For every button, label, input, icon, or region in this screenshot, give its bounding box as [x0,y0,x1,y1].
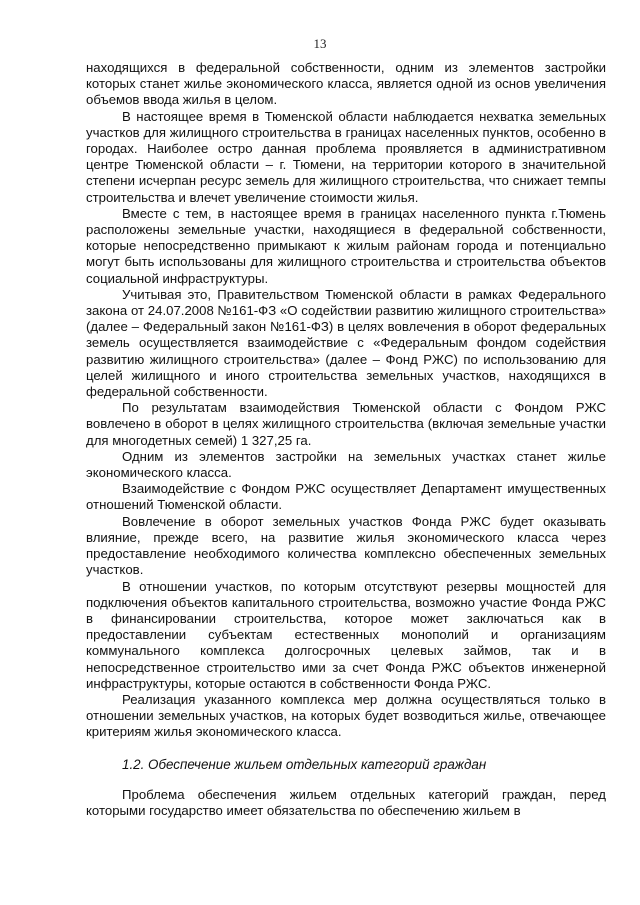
paragraph: В отношении участков, по которым отсутствуют резервы мощностей для подключения объектов капитального строительства, возможно участие Фонда РЖС в финансировании строительства, которое может заключаться как в предоставлении субъектам естественных монополий и организациям коммунального комплекса долгосрочных целевых займов, так и в непосредственное строительство ими за счет Фонда РЖС объектов инженерной инфраструктуры, которые остаются в собственности Фонда РЖС. [86,578,606,691]
paragraph: В настоящее время в Тюменской области наблюдается нехватка земельных участков для жилищного строительства в границах населенных пунктов, особенно в городах. Наиболее остро данная проблема проявляется в административном центре Тюменской области – г. Тюмени, на территории которого в значительной степени исчерпан ресурс земель для жилищного строительства, что снижает темпы строительства и влечет увеличение стоимости жилья. [86,108,606,205]
paragraph: Одним из элементов застройки на земельных участках станет жилье экономического класса. [86,448,606,481]
paragraph: Вовлечение в оборот земельных участков Фонда РЖС будет оказывать влияние, прежде всего, на развитие жилья экономического класса через предоставление необходимого количества комплексно обеспеченных земельных участков. [86,513,606,578]
paragraph: По результатам взаимодействия Тюменской области с Фондом РЖС вовлечено в оборот в целях жилищного строительства (включая земельные участки для многодетных семей) 1 327,25 га. [86,400,606,448]
spacer [86,773,606,787]
paragraph: Взаимодействие с Фондом РЖС осуществляет Департамент имущественных отношений Тюменской области. [86,481,606,513]
paragraph: Вместе с тем, в настоящее время в границах населенного пункта г.Тюмень расположены земельные участки, находящиеся в федеральной собственности, которые непосредственно примыкают к жилым районам города и потенциально могут быть использованы для жилищного строительства и строительства объектов социальной инфраструктуры. [86,205,606,286]
paragraph: Учитывая это, Правительством Тюменской области в рамках Федерального закона от 24.07.2008 №161-ФЗ «О содействии развитию жилищного строительства» (далее – Федеральный закон №161-ФЗ) в целях вовлечения в оборот федеральных земель осуществляется взаимодействие с «Федеральным фондом содействия развитию жилищного строительства» (далее – Фонд РЖС) по использованию для целей жилищного и иного строительства земельных участков, находящихся в федеральной собственности. [86,286,606,400]
paragraph-closing: Проблема обеспечения жильем отдельных категорий граждан, перед которыми государство имеет обязательства по обеспечению жильем в [86,786,606,818]
document-body [86,60,606,819]
section-heading: 1.2. Обеспечение жильем отдельных категорий граждан [122,756,487,772]
page-number: 13 [313,36,327,51]
paragraph: Реализация указанного комплекса мер должна осуществляться только в отношении земельных участков, на которых будет возводиться жилье, отвечающее критериям жилья экономического класса. [86,691,606,740]
paragraph-continuation: находящихся в федеральной собственности, одним из элементов застройки которых станет жилье экономического класса, является одной из основ увеличения объемов ввода жилья в целом. [86,60,606,108]
